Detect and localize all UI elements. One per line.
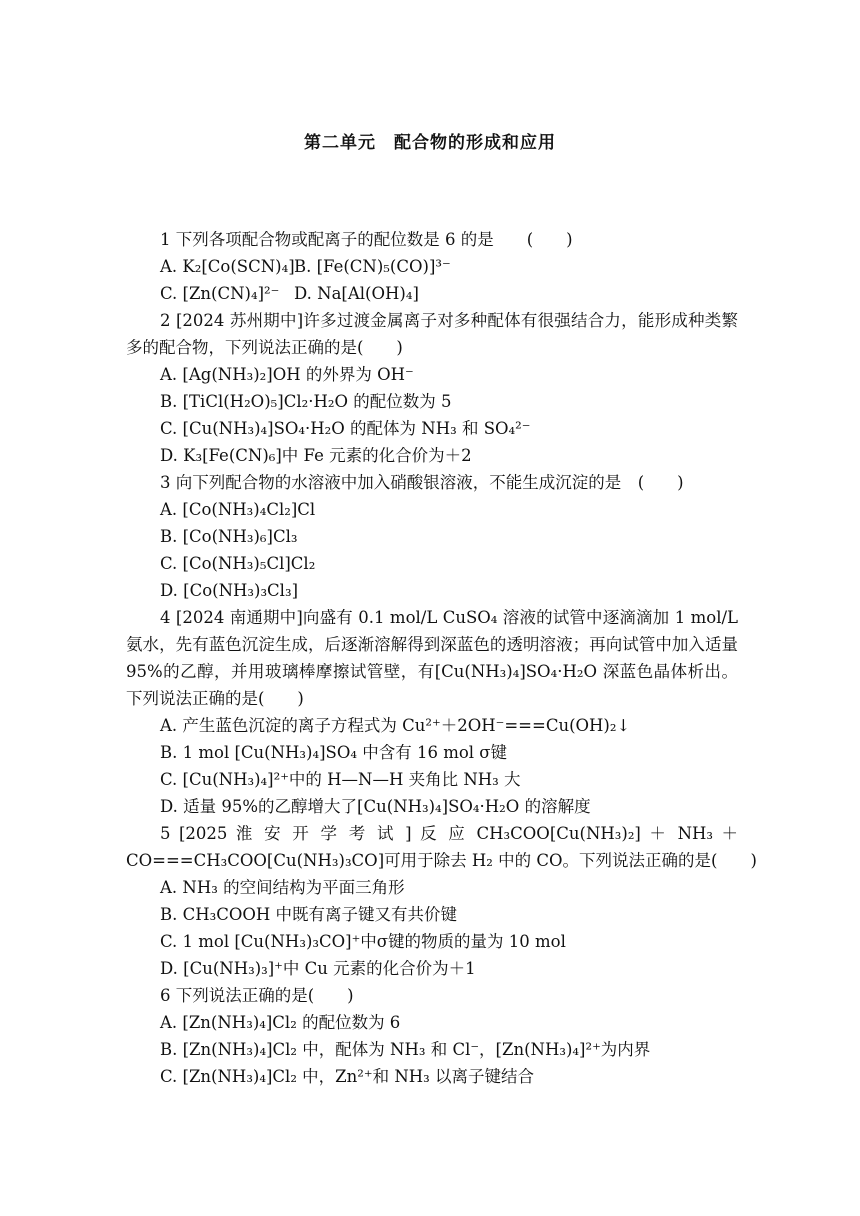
q2-stem: 2 [2024 苏州期中]许多过渡金属离子对多种配体有很强结合力，能形成种类繁多的配合物，下列说法正确的是( ) (126, 311, 738, 357)
q4-stem: 4 [2024 南通期中]向盛有 0.1 mol/L CuSO₄ 溶液的试管中逐滴滴加 1 mol/L 氨水，先有蓝色沉淀生成，后逐渐溶解得到深蓝色的透明溶液；再向试管中加入适量 95%的乙醇，并用玻璃棒摩擦试管壁，有[Cu(NH₃)₄]SO₄·H₂O 深蓝色晶体析出。下列说法正确的是( ) (126, 608, 738, 708)
q1-stem: 1 下列各项配合物或配离子的配位数是 6 的是 ( ) (160, 230, 573, 249)
q1-option-a: A. K₂[Co(SCN)₄] (160, 257, 295, 276)
title-topic: 配合物的形成和应用 (394, 133, 556, 153)
q4-option-d: D. 适量 95%的乙醇增大了[Cu(NH₃)₄]SO₄·H₂O 的溶解度 (160, 797, 591, 816)
q4-option-c: C. [Cu(NH₃)₄]²⁺中的 H—N—H 夹角比 NH₃ 大 (160, 770, 521, 789)
q5-option-d: D. [Cu(NH₃)₃]⁺中 Cu 元素的化合价为＋1 (160, 959, 476, 978)
q5-option-a: A. NH₃ 的空间结构为平面三角形 (160, 878, 405, 897)
q2-option-d: D. K₃[Fe(CN)₆]中 Fe 元素的化合价为＋2 (160, 446, 472, 465)
question-list (126, 226, 757, 1090)
q5-stem-line2: CO===CH₃COO[Cu(NH₃)₃CO]可用于除去 H₂ 中的 CO。下列说法正确的是( ) (126, 851, 757, 870)
q4-option-b: B. 1 mol [Cu(NH₃)₄]SO₄ 中含有 16 mol σ键 (160, 743, 508, 762)
q1-options-ab (126, 253, 738, 280)
q3-option-a: A. [Co(NH₃)₄Cl₂]Cl (160, 500, 316, 519)
q6-option-a: A. [Zn(NH₃)₄]Cl₂ 的配位数为 6 (160, 1013, 401, 1032)
q5-option-b: B. CH₃COOH 中既有离子键又有共价键 (160, 905, 458, 924)
page-title (0, 128, 860, 153)
q5-stem-line1: 5 [2025 淮 安 开 学 考 试 ] 反 应 CH₃COO[Cu(NH₃)₂] ＋ NH₃ ＋ (160, 824, 738, 843)
q3-option-c: C. [Co(NH₃)₅Cl]Cl₂ (160, 554, 316, 573)
title-unit: 第二单元 (304, 133, 376, 153)
q3-stem: 3 向下列配合物的水溶液中加入硝酸银溶液，不能生成沉淀的是 ( ) (160, 473, 684, 492)
q1-option-d: D. Na[Al(OH)₄] (294, 284, 419, 303)
q3-option-b: B. [Co(NH₃)₆]Cl₃ (160, 527, 298, 546)
q2-option-b: B. [TiCl(H₂O)₅]Cl₂·H₂O 的配位数为 5 (160, 392, 452, 411)
q1-options-cd (126, 280, 738, 307)
q6-option-c: C. [Zn(NH₃)₄]Cl₂ 中，Zn²⁺和 NH₃ 以离子键结合 (160, 1067, 535, 1086)
q6-stem: 6 下列说法正确的是( ) (160, 986, 354, 1005)
q1-option-b: B. [Fe(CN)₅(CO)]³⁻ (294, 257, 451, 276)
q2-option-c: C. [Cu(NH₃)₄]SO₄·H₂O 的配体为 NH₃ 和 SO₄²⁻ (160, 419, 531, 438)
q6-option-b: B. [Zn(NH₃)₄]Cl₂ 中，配体为 NH₃ 和 Cl⁻，[Zn(NH₃)₄]²⁺为内界 (160, 1040, 651, 1059)
q4-option-a: A. 产生蓝色沉淀的离子方程式为 Cu²⁺＋2OH⁻===Cu(OH)₂↓ (160, 716, 631, 735)
q5-option-c: C. 1 mol [Cu(NH₃)₃CO]⁺中σ键的物质的量为 10 mol (160, 932, 566, 951)
q3-option-d: D. [Co(NH₃)₃Cl₃] (160, 581, 299, 600)
q2-option-a: A. [Ag(NH₃)₂]OH 的外界为 OH⁻ (160, 365, 414, 384)
q1-option-c: C. [Zn(CN)₄]²⁻ (160, 284, 280, 303)
